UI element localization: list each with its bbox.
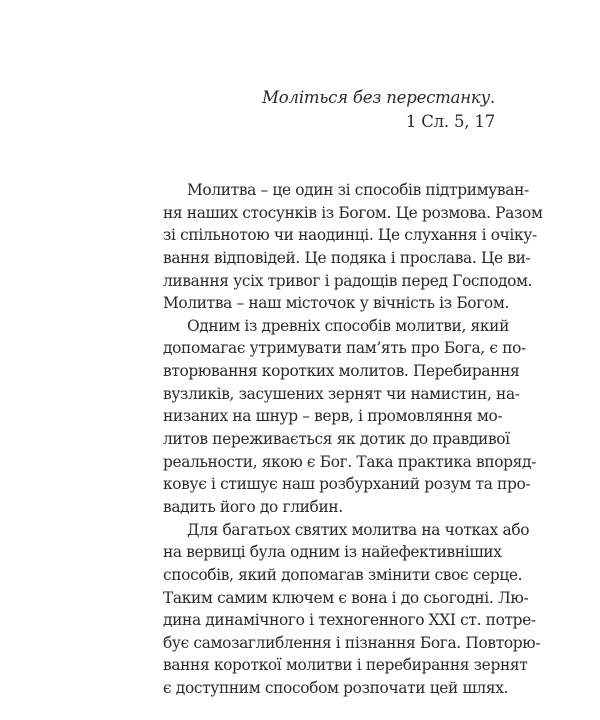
text-line: Для багатьох святих молитва на чотках або: [187, 520, 530, 539]
text-line: Одним із древніх способів молитви, який: [187, 316, 509, 335]
paragraph: [163, 179, 543, 315]
text-line: ня наших стосунків із Богом. Це розмова. Разом: [163, 203, 543, 222]
text-line: Таким самим ключем є вона і до сьогодні. Лю-: [163, 588, 529, 607]
text-line: ливання усіх тривог і радощів перед Господом.: [163, 271, 533, 290]
text-line: на вервиці була одним із найефективніших: [163, 543, 502, 562]
text-line: вузликів, засушених зернят чи намистин, на-: [163, 384, 520, 403]
text-line: реальности, якою є Бог. Така практика впоряд-: [163, 452, 536, 471]
text-line: способів, який допомагав змінити своє серце.: [163, 565, 523, 584]
text-line: вання відповідей. Це подяка і прослава. Це ви-: [163, 248, 531, 267]
text-line: вання короткої молитви і перебирання зернят: [163, 656, 528, 675]
text-line: дина динамічного і техногенного XXI ст. потре-: [163, 611, 536, 630]
paragraph: [163, 519, 541, 700]
text-line: низаних на шнур – верв, і промовляння мо-: [163, 407, 503, 426]
text-line: Молитва – наш місточок у вічність із Богом.: [163, 294, 509, 313]
text-line: вадить його до глибин.: [163, 497, 343, 516]
text-line: бує самозаглиблення і пізнання Бога. Повторю-: [163, 633, 541, 652]
text-line: зі спільнотою чи наодинці. Це слухання і очіку-: [163, 226, 537, 245]
body-text: [163, 179, 543, 700]
epigraph-quote: Моліться без перестанку.: [262, 88, 495, 107]
text-line: литов переживається як дотик до правдивої: [163, 430, 510, 449]
text-line: вторювання коротких молитов. Перебирання: [163, 362, 520, 381]
text-line: є доступним способом розпочати цей шлях.: [163, 679, 509, 698]
epigraph-reference: 1 Сл. 5, 17: [405, 112, 495, 131]
text-line: Молитва – це один зі способів підтримуван-: [187, 181, 529, 199]
text-line: ковує і стишує наш розбурханий розум та про-: [163, 475, 531, 494]
paragraph: [163, 315, 536, 519]
text-line: допомагає утримувати пам’ять про Бога, є по-: [163, 339, 526, 358]
